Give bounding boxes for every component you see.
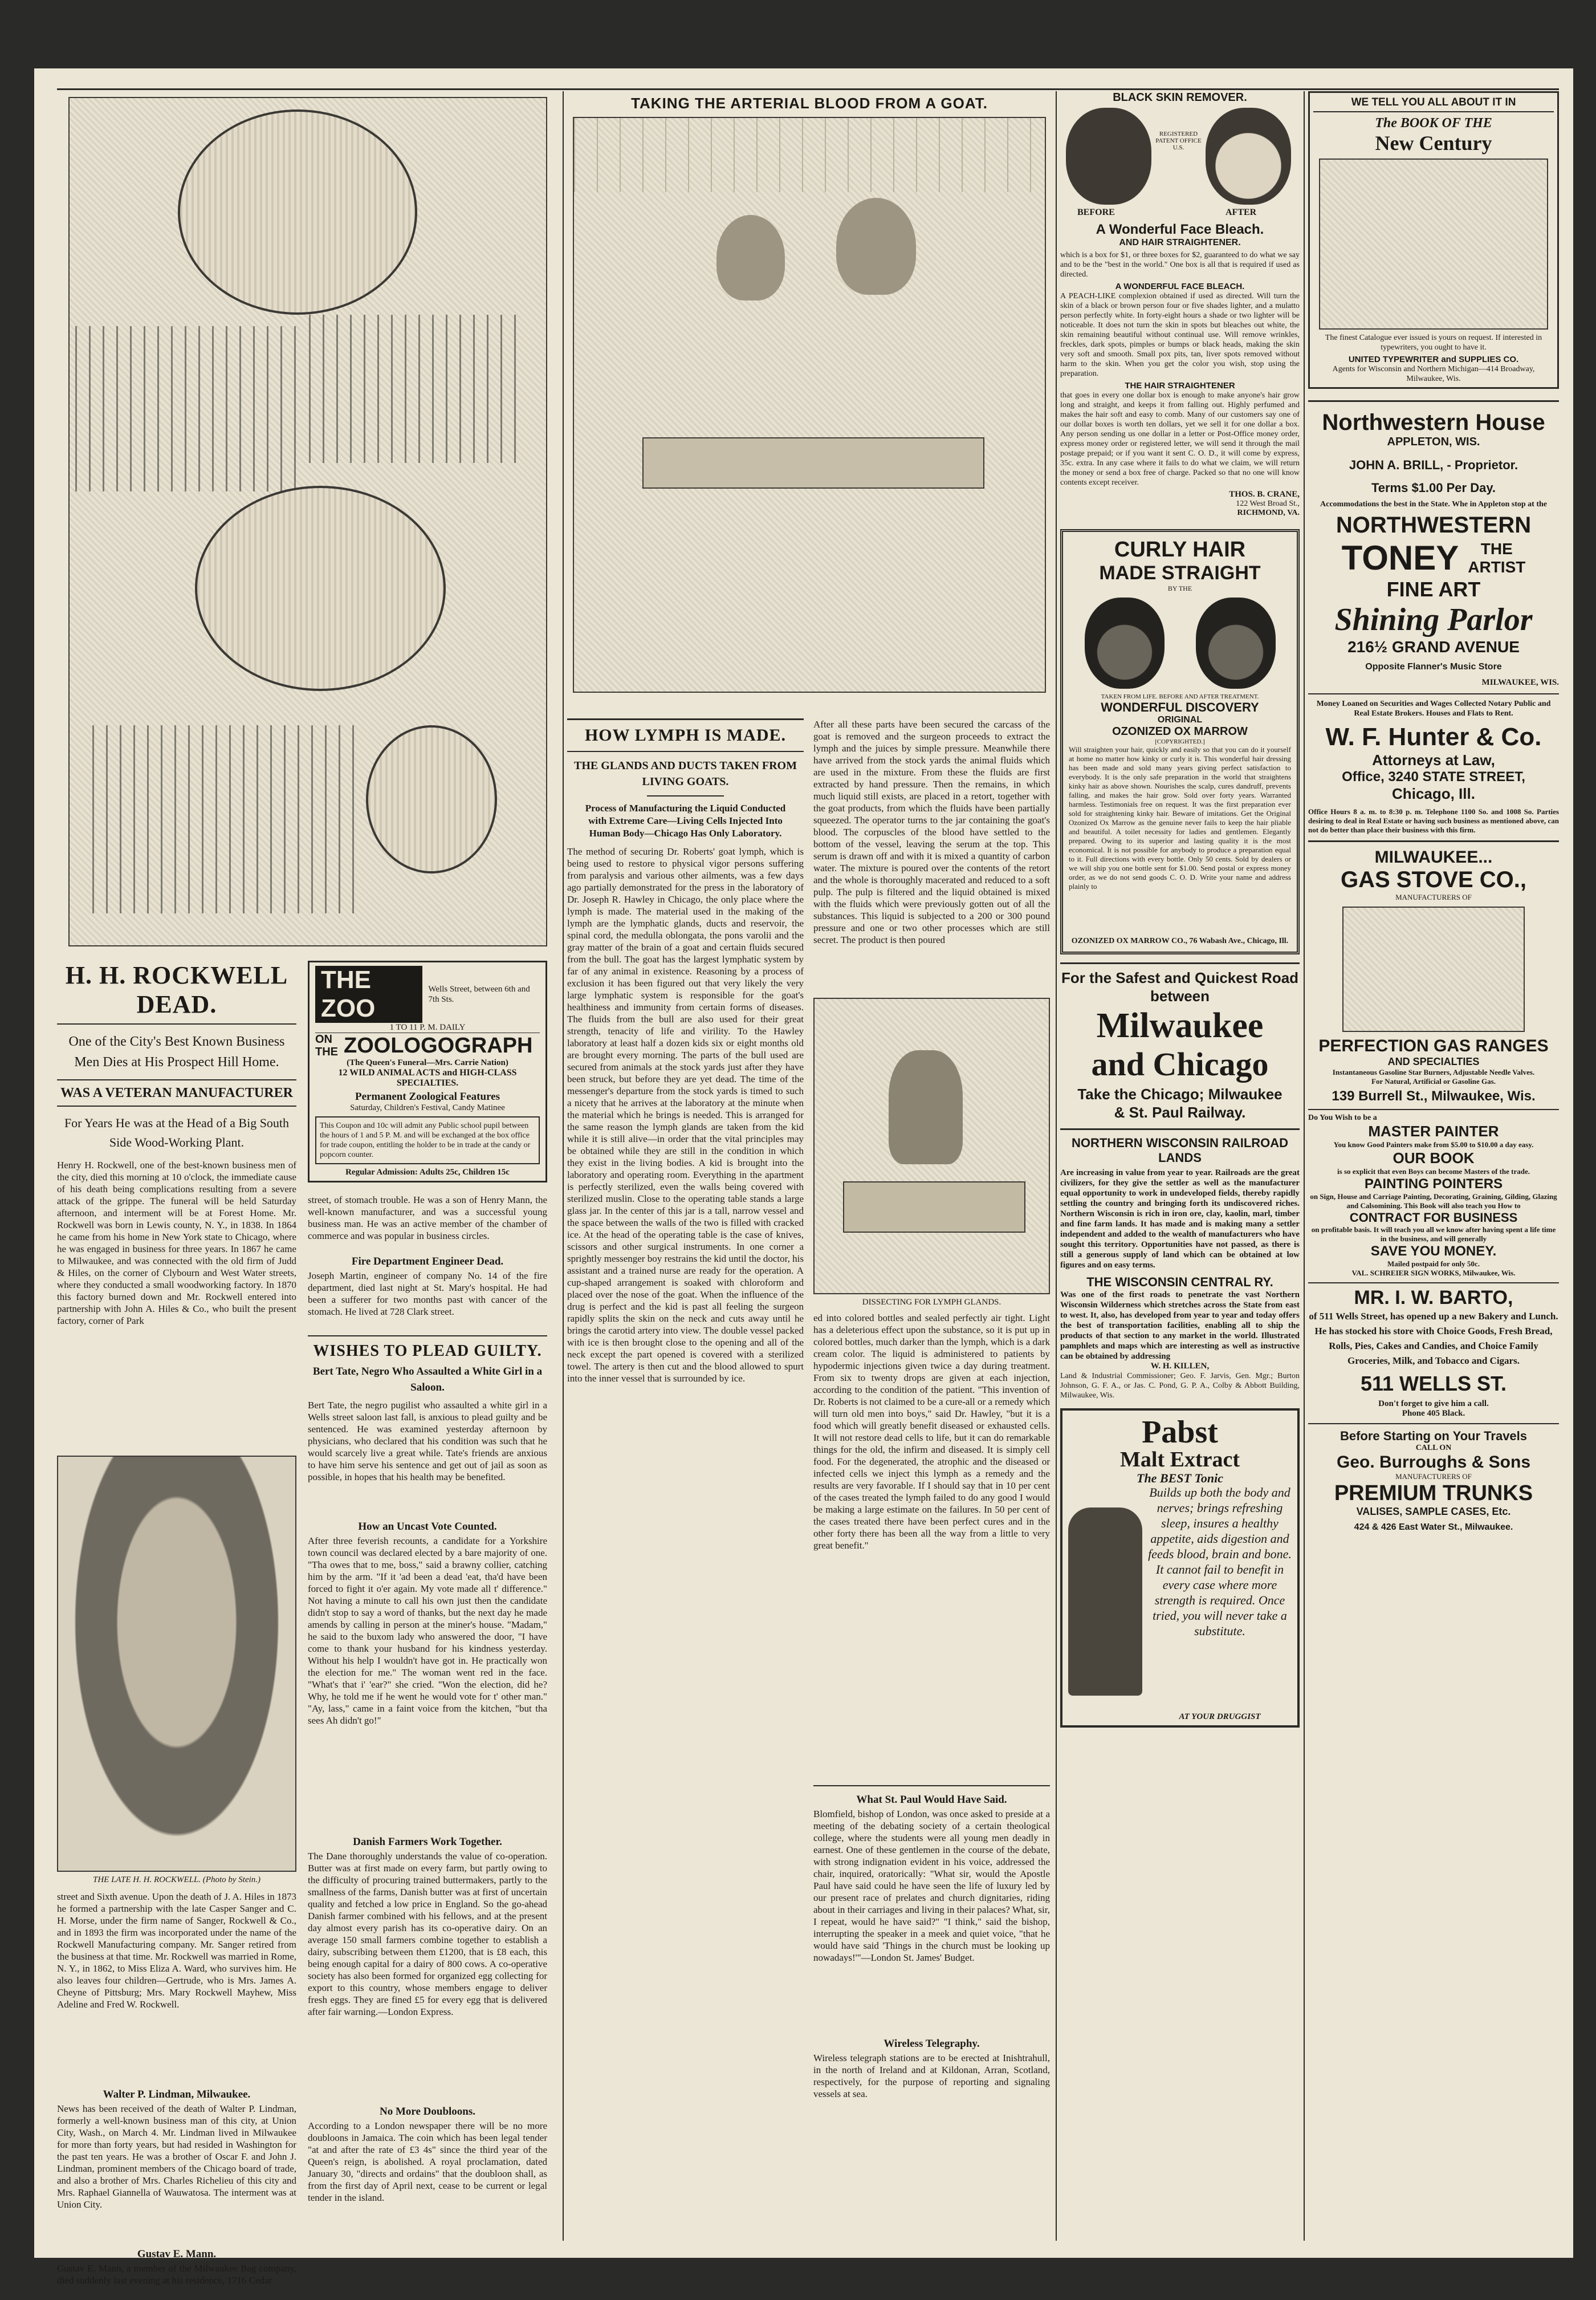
barto-address: 511 WELLS ST. <box>1360 1372 1507 1395</box>
column-rule <box>1056 91 1057 2241</box>
curly-title-1: CURLY HAIR <box>1114 538 1246 562</box>
after-label: AFTER <box>1226 208 1257 217</box>
skin-signature: THOS. B. CRANE, <box>1229 490 1300 499</box>
gas-name: GAS STOVE CO., <box>1341 867 1526 892</box>
trunk-address: 424 & 426 East Water St., Milwaukee. <box>1354 1522 1513 1532</box>
barto-body: of 511 Wells Street, has opened up a new Bakery and Lunch. He has stocked his store with Choice Goods, Fresh Bread, Rolls, Pies, Cakes and Candies, and Choice Family Groceries, Milk, and Tobacco and Cigars. <box>1309 1311 1558 1366</box>
hunter-attorneys: Attorneys at Law, <box>1372 751 1495 769</box>
shine-address: 216½ GRAND AVENUE <box>1347 638 1520 656</box>
nc-agents: Agents for Wisconsin and Northern Michigan—414 Broadway, Milwaukee, Wis. <box>1332 365 1535 383</box>
rockwell-portrait <box>57 1456 296 1872</box>
lymph-subhead: Process of Manufacturing the Liquid Conducted with Extreme Care—Living Cells Injected Into Human Body—Chicago Has Only Laboratory. <box>585 803 786 839</box>
trunks-ad <box>1308 1429 1559 1533</box>
nwh-proprietor: JOHN A. BRILL, - Proprietor. <box>1349 458 1518 472</box>
skin-registered: REGISTERED PATENT OFFICE U.S. <box>1155 131 1202 151</box>
nwh-title: Northwestern House <box>1322 410 1545 435</box>
column-4 <box>1308 91 1559 2241</box>
dissecting-illustration <box>813 998 1050 1294</box>
plead-headline: WISHES TO PLEAD GUILTY. <box>313 1342 542 1360</box>
new-century-ad <box>1308 91 1559 389</box>
lymph-article-cont <box>813 718 1050 2115</box>
shine-city: MILWAUKEE, WIS. <box>1481 678 1559 687</box>
zoo-address: Wells Street, between 6th and 7th Sts. <box>428 985 530 1004</box>
leopard-ring-vignette <box>195 486 446 691</box>
typewriter-illustration <box>1319 159 1548 330</box>
pabst-tagline: The BEST Tonic <box>1137 1471 1223 1485</box>
paul-body: Blomfield, bishop of London, was once asked to preside at a meeting of the debating society of a certain theological college, where the students were all young men deadly in earnest. One of these gentlemen in the course of the debate, with strong indignation evident in his voice, addressed the chair, inquired, oratorically: "What sir, would the Apostle Paul have said could he have seen the life of luxury led by our present race of prelates and church dignitaries, riding about in their carriages and living in their palaces? What, sir, I repeat, would he have said?" "I think," said the bishop, interrupting the speaker in a meek and quiet voice, "that he would have said 'Things in the church must be looking up nowadays!'"—London St. James' Budget. <box>813 1809 1050 1963</box>
after-portrait <box>1196 598 1276 689</box>
curly-name: OZONIZED OX MARROW <box>1112 725 1248 738</box>
trunk-before: Before Starting on Your Travels <box>1339 1429 1528 1443</box>
shine-artist: ARTIST <box>1468 558 1526 576</box>
railway-top: For the Safest and Quickest Road between <box>1061 969 1299 1005</box>
nwh-terms: Terms $1.00 Per Day. <box>1371 481 1496 495</box>
milwaukee-railway-ad <box>1060 962 1300 1130</box>
mp-want: Do You Wish to be a <box>1308 1114 1377 1122</box>
goat-illustration-title: TAKING THE ARTERIAL BLOOD FROM A GOAT. <box>631 95 988 112</box>
recount-heading: How an Uncast Vote Counted. <box>358 1521 497 1533</box>
shine-toney: TONEY <box>1341 539 1459 577</box>
mp-save: SAVE YOU MONEY. <box>1370 1244 1497 1259</box>
railway-take: Take the Chicago; Milwaukee & St. Paul Railway. <box>1077 1086 1282 1121</box>
skin-body-2: A PEACH-LIKE complexion obtained if used as directed. Will turn the skin of a black or brown person four or five shades lighter, and a mulatto person perfectly white. In forty-eight hours a shade or two lighter will be noticeable. It does not turn the skin in spots but bleaches out white, the skin remaining beautiful without continual use. Will remove wrinkles, freckles, dark spots, pimples or bumps or black heads, making the skin very soft and smooth. Small pox pits, tan, liver spots removed without harm to the skin. When you get the color you wish, stop using the preparation. <box>1060 292 1300 378</box>
newspaper-page <box>34 68 1573 2286</box>
top-rule <box>57 88 1559 90</box>
mp-mailed: Mailed postpaid for only 50c. <box>1387 1259 1480 1268</box>
nc-title: New Century <box>1375 132 1492 155</box>
rockwell-body-2: street and Sixth avenue. Upon the death of J. A. Hiles in 1873 he formed a partnership with the late Casper Sanger and C. H. Morse, under the firm name of Sanger, Rockwell & Co., and in 1893 the firm was incorporated under the name of the Rockwell Manufacturing company. Mr. Sanger retired from the business at that time. Mr. Rockwell was married in Rome, N. Y., in 1862, to Miss Eliza A. Ward, who survives him. He also leaves four children—Gertrude, who is Mrs. James A. Cheyne of Pittsburg; Mrs. Mary Rockwell Mayhew, Miss Adeline and Fred W. Rockwell. <box>57 1891 296 2010</box>
rockwell-article <box>57 961 296 2300</box>
danish-heading: Danish Farmers Work Together. <box>353 1836 502 1848</box>
barto-phone: Phone 405 Black. <box>1402 1409 1465 1418</box>
rockwell-headline: H. H. ROCKWELL DEAD. <box>57 961 296 1025</box>
pabst-malt-ad <box>1060 1408 1300 1728</box>
gas-stove-ad <box>1308 848 1559 1110</box>
zoo-hours: 1 TO 11 P. M. DAILY <box>315 1023 540 1033</box>
mann-body-cont: street, of stomach trouble. He was a son of Henry Mann, the well-known manufacturer, and was a successful young business man. He was an active member of the chamber of commerce and was popular in business circles. <box>308 1194 547 1241</box>
nwh-city: APPLETON, WIS. <box>1387 436 1480 448</box>
cage-bars <box>309 315 526 463</box>
wireless-body: Wireless telegraph stations are to be erected at Inishtrahull, in the north of Ireland and at Kildonan, Arran, Scotland, respectively, for the purpose of reporting and signaling vessels at sea. <box>813 2053 1050 2099</box>
shine-fine-art: FINE ART <box>1386 578 1481 601</box>
curly-by: BY THE <box>1167 584 1192 592</box>
hunter-ad <box>1308 699 1559 842</box>
gas-address: 139 Burrell St., Milwaukee, Wis. <box>1332 1088 1536 1104</box>
dissecting-caption: DISSECTING FOR LYMPH GLANDS. <box>862 1298 1001 1307</box>
wc-body: Was one of the first roads to penetrate the vast Northern Wisconsin Wilderness which stretches across the State from east to west. It, also, has developed from year to year and today offers the best of transportation facilities, enabling all to ship the products of that section to any market in the world. Illustrated pamphlets and maps which are interesting as well as instructive can be obtained by addressing <box>1060 1290 1300 1361</box>
hunter-money: Money Loaned on Securities and Wages Collected Notary Public and Real Estate Brokers. Houses and Flats to Rent. <box>1316 700 1551 718</box>
skin-address-2: RICHMOND, VA. <box>1237 509 1300 517</box>
curly-company: OZONIZED OX MARROW CO., 76 Wabash Ave., Chicago, Ill. <box>1071 937 1289 945</box>
lymph-body-a: The method of securing Dr. Roberts' goat lymph, which is being used to restore to physical vigor persons suffering from paralysis and various other ailments, was a few days ago partially demonstrated for the press in the laboratory of Dr. Joseph R. Hawley in Chicago, the only place where the lymph is made. The material used in the making of the lymph are the lymphatic glands, ducts and reservoir, the spinal cord, the medulla oblongata, the pons varolii and the gray matter of the brain of a goat and certain fluids secured from the bull. The goat has the largest lymphatic system by far of any animal in existence. Reasoning by a process of exclusion it has been figured out that very likely the very large lymphatic system is responsible for the goat's healthiness and immunity from certain forms of diseases. The fluids from the bull are also used for their great strength, tenacity of life and virility. To the Hawley laboratory at least half a dozen kids six or eight months old are brought every morning. The parts of the bull used are secured from animals at the stock yards just after they have been struck, but before they are yet dead. The time of the messenger's departure from the stock yards is timed to such a nicety that he arrives at the laboratory at the minute when the material which he brings is needed. This is arranged for the same reason the lymph glands are taken from the kid while it is still alive—in order that the vital principles may be obtained while they are still in the condition in which they exist in the living bodies. A kid is brought into the laboratory and operating room. Everything in the apartment is perfectly sterilized, even the walls being covered with sterilized muslin. Close to the operating table stands a large glass jar. In the center of this jar is a tall, narrow vessel and the space between the walls of the two is filled with cracked ice. At the head of the operating table is the case of knives, scissors and other surgical instruments. In one corner a sprightly messenger boy restrains the kid until the doctor, his assistant and a trained nurse are ready for the operation. A cup-shaped arrangement is soaked with chloroform and placed over the nose of the goat. When the influence of the drug is perfect and the kid is past all feeling the surgeon rapidly splits the skin on the neck and cuts away until he brings the carotid artery into view. The double vessel packed with ice is then brought close to the opening and all of the neck except the part opened is covered with a sterilized towel. The artery is then cut and the blood allowed to spurt into the inner vessel that is surrounded by ice. <box>567 846 804 1384</box>
mp-title: MASTER PAINTER <box>1368 1123 1499 1140</box>
wc-signature: W. H. KILLEN, <box>1150 1362 1210 1371</box>
plead-subhead: Bert Tate, Negro Who Assaulted a White Girl in a Saloon. <box>312 1366 543 1393</box>
curly-headline: WONDERFUL DISCOVERY <box>1101 700 1259 714</box>
pabst-druggist: AT YOUR DRUGGIST <box>1179 1712 1261 1721</box>
lymph-deck: THE GLANDS AND DUCTS TAKEN FROM LIVING GOATS. <box>574 759 797 788</box>
trunk-title: PREMIUM TRUNKS <box>1334 1481 1533 1505</box>
column-3 <box>1060 91 1300 2241</box>
curly-title-2: MADE STRAIGHT <box>1099 562 1261 584</box>
skin-address-1: 122 West Broad St., <box>1236 499 1300 508</box>
skin-faces <box>1060 108 1300 222</box>
column-2 <box>567 91 1052 2241</box>
wc-signature-2: Land & Industrial Commissioner; Geo. F. Jarvis, Gen. Mgr.; Burton Johnson, G. F. A., or Jas. C. Pond, G. P. A., Colby & Abbott Building, Milwaukee, Wis. <box>1060 1372 1300 1400</box>
column-rule <box>563 91 564 2241</box>
before-label: BEFORE <box>1077 208 1115 217</box>
doubloons-body: According to a London newspaper there will be no more doubloons in Jamaica. The coin which has been legal tender "at and after the rate of £3 4s" since the third year of the Queen's reign, is abolished. A royal proclamation, dated January 30, "directs and ordains" that the doubloon shall, as from the first day of April next, cease to be current or legal tender in the island. <box>308 2120 547 2203</box>
barto-name: MR. I. W. BARTO, <box>1354 1287 1513 1309</box>
pabst-body: Builds up both the body and nerves; brings refreshing sleep, insures a healthy appetite, aids digestion and feeds blood, brain and bone. It cannot fail to benefit in every case where more strength is required. Once tried, you will never take a substitute. <box>1148 1485 1292 1638</box>
mann-body: Gustav E. Mann, a member of the Milwaukee Bag company, died suddenly last evening at his residence, 1716 Cedar <box>57 2263 296 2286</box>
mann-heading: Gustav E. Mann. <box>137 2248 217 2260</box>
lion-ring-vignette <box>178 109 417 315</box>
mp-contract: CONTRACT FOR BUSINESS <box>1349 1210 1518 1225</box>
recount-body: After three feverish recounts, a candidate for a Yorkshire town council was declared elected by a bare majority of one. "Tha owes that to me, boss," said a brawny collier, catching him by the arm. "If it 'ad been a dead 'eat, tha'd have been forced to fight it o'er again. My vote made all t' difference." Not having a minute to call his own just then the candidate didn't stop to say a word of thanks, but the next day he made amends by calling in person at the miner's house. "Madam," he said to the buxom lady who answered the door, "I have come to thank your husband for his kindness yesterday. Without his help I wouldn't have got in. He practically won the election for me." The woman went red in the face. "What's that i' 'ear?" she cried. "Won the election, did he? Why, he told me if he went he would vote for t' other man." "Ay, lass," came in a faint voice from the kitchen, "but tha sees Ah didn't go!" <box>308 1535 547 1726</box>
skin-title: BLACK SKIN REMOVER. <box>1113 91 1247 104</box>
mp-body-2: is so explicit that even Boys can become Masters of the trade. <box>1337 1167 1530 1176</box>
shining-parlor-ad <box>1308 513 1559 694</box>
column-1 <box>57 91 559 2286</box>
plead-body: Bert Tate, the negro pugilist who assaulted a white girl in a Wells street saloon last fall, is anxious to plead guilty and be sentenced. He was examined yesterday afternoon by physicians, who declared that his condition was such that he would scarcely live a great while. Tate's friends are anxious to have him serve his sentence and get out of jail as soon as possible, in hopes that his health may be benefited. <box>308 1400 547 1482</box>
lymph-article <box>567 718 804 2197</box>
northwestern-house-ad <box>1308 400 1559 509</box>
barto-ad <box>1308 1287 1559 1424</box>
arterial-blood-illustration <box>573 117 1046 693</box>
mp-body-3: on Sign, House and Carriage Painting, Decorating, Graining, Gilding, Glazing and Calsomining. This Book will also teach you How to <box>1310 1192 1557 1210</box>
mp-book: OUR BOOK <box>1393 1149 1475 1167</box>
nwh-accommodations: Accommodations the best in the State. Whe in Appleton stop at the <box>1320 500 1547 509</box>
mp-pointers: PAINTING POINTERS <box>1364 1176 1503 1192</box>
shine-northwestern: NORTHWESTERN <box>1336 513 1532 538</box>
trunk-name: Geo. Burroughs & Sons <box>1336 1453 1531 1472</box>
engineer-body: Joseph Martin, engineer of company No. 14 of the fire department, died last night at St. Mary's hospital. He had been a sufferer for two months past with cancer of the stomach. He lived at 728 Clark street. <box>308 1270 547 1317</box>
nc-body: The finest Catalogue ever issued is yours on request. If interested in typewriters, you ought to have it. <box>1325 334 1542 352</box>
barto-forget: Don't forget to give him a call. <box>1378 1399 1489 1408</box>
skin-body-1: which is a box for $1, or three boxes for $2, guaranteed to do what we say and to be the "best in the world." One box is all that is required if used as directed. <box>1060 251 1300 279</box>
zoo-permanent: Permanent Zoological Features <box>355 1091 500 1103</box>
hunter-hours: Office Hours 8 a. m. to 8:30 p. m. Telephone 1100 So. and 1008 So. Parties desiring to deal in Real Estate or having such business as mentioned above, can not do better than place their business with this firm. <box>1308 807 1559 834</box>
rockwell-deck: One of the City's Best Known Business Men Dies at His Prospect Hill Home. <box>68 1034 285 1070</box>
cage-bars <box>75 326 303 491</box>
zoo-advertisement <box>308 961 547 1182</box>
zoo-title: THE ZOO <box>315 966 422 1023</box>
nw-lands-heading: NORTHERN WISCONSIN RAILROAD LANDS <box>1071 1136 1289 1165</box>
railway-city-2: and Chicago <box>1091 1046 1269 1083</box>
curly-hair-ad <box>1060 529 1300 954</box>
nc-top: WE TELL YOU ALL ABOUT IT IN <box>1313 96 1554 112</box>
circus-animal-illustration <box>68 97 547 946</box>
gas-specialties: AND SPECIALTIES <box>1387 1056 1480 1067</box>
wc-heading: THE WISCONSIN CENTRAL RY. <box>1086 1275 1273 1289</box>
gas-line-2: For Natural, Artificial or Gasoline Gas. <box>1371 1077 1496 1086</box>
pabst-product: Malt Extract <box>1120 1448 1240 1472</box>
trunk-manufacturers: MANUFACTURERS OF <box>1395 1472 1472 1481</box>
nc-company: UNITED TYPEWRITER and SUPPLIES CO. <box>1348 355 1519 364</box>
mp-company: VAL. SCHREIER SIGN WORKS, Milwaukee, Wis. <box>1351 1269 1516 1277</box>
hunter-name: W. F. Hunter & Co. <box>1325 723 1542 751</box>
curly-portraits <box>1069 598 1291 689</box>
railway-city-1: Milwaukee <box>1096 1006 1264 1045</box>
zoo-brand-top: ON THE <box>315 1033 338 1058</box>
skin-headline-3: THE HAIR STRAIGHTENER <box>1125 381 1235 391</box>
before-portrait <box>1085 598 1165 689</box>
pabst-brand: Pabst <box>1142 1415 1218 1450</box>
curly-body: Will straighten your hair, quickly and easily so that you can do it yourself at home no matter how kinky or curly it is. This wonderful hair dressing has been made and sold many years giving perfect satisfaction to everybody. It is the only safe preparation in the world that straightens kinky hair as above shown. Nourishes the scalp, cures dandruff, prevents falling, and makes the hair grow. Sold over forty years. Warranted harmless. Testimonials free on request. It was the first preparation ever sold for straightening kinky hair. Beware of imitations. Get the Original Ozonized Ox Marrow as the genuine never fails to keep the hair pliable and beautiful. A toilet necessity for ladies and gentlemen. Elegantly prepared. Owing to its superior and lasting quality it is the most economical. It is not possible for anybody to produce a preparation equal to it. Full directions with every bottle. Only 50 cents. Sold by dealers or we will ship you one bottle sent for $1.00. Send postal or express money order, as we do not send goods C. O. D. Write your name and address plainly to <box>1069 745 1291 891</box>
trunk-valises: VALISES, SAMPLE CASES, Etc. <box>1356 1506 1511 1517</box>
master-painter-ad <box>1308 1114 1559 1283</box>
rockwell-body: Henry H. Rockwell, one of the best-known business men of the city, died this morning at 10 o'clock, the immediate cause of his death being complications resulting from a severe attack of the grippe. The funeral will be held Saturday afternoon, and interment will be at Forest Home. Mr. Rockwell was born in Lewis county, N. Y., in 1838. In 1864 he came from his home in New York state to Chicago, where he was engaged in business for three years. In 1867 he came to Milwaukee, and was connected with the old firm of Judd & Hiles, on the corner of Clybourn and West Water streets, where they conducted a small woodworking factory. In 1870 this factory burned down and Mr. Rockwell entered into partnership with John A. Hiles & Co., who built the present factory, corner of Park <box>57 1160 296 1326</box>
gas-perfection: PERFECTION GAS RANGES <box>1318 1037 1549 1055</box>
gas-manufacturers: MANUFACTURERS OF <box>1395 893 1472 901</box>
skin-body-3: that goes in every one dollar box is enough to make anyone's hair grow long and straight, and keeps it from falling out. Highly perfumed and makes the hair soft and easy to comb. Many of our customers say one of our dollar boxes is worth ten dollars, yet we sell it for one dollar a box. Any person sending us one dollar in a letter or Post-Office money order, express money order or registered letter, we will send it through the mail postage prepaid; or if you want it sent C. O. D., it will come by express, 35c. extra. In any case where it fails to do what we claim, we will return the money or send a box free of charge. Packed so that no one will know contents except receiver. <box>1060 391 1300 487</box>
lymph-body-c: ed into colored bottles and sealed perfectly air tight. Light has a deleterious effect upon the substance, so it is put up in colored bottles, much darker than the lymph, which is a dark cream color. The liquid is administered to patients by hypodermic injections given twice a day during treatment. From six to twenty drops are given at each injection, according to the condition of the patient. "This invention of Dr. Roberts is not claimed to be a cure-all or a remedy which will turn old men into boys," said Dr. Hawley, "but it is a food which will greatly benefit diseased or exhausted cells. It will not restore dead cells to life, but it can do remarkable things for the old, the infirm and diseased. It is simply cell food. For the degenerated, the atrophic and the diseased or infected cells we inject this lymph as a remedy and the results are very favorable. If I should say that in 10 per cent of the cases treated the lymph failed to do any good I would be making a large estimate on the failures. In 50 per cent of the cases treated there have been perfect cures and in the other forty there has been all the way from a little to very great benefit." <box>813 1312 1050 1551</box>
rockwell-deck-3: For Years He was at the Head of a Big South Side Wood-Working Plant. <box>64 1116 290 1149</box>
zoo-festival: Saturday, Children's Festival, Candy Matinee <box>350 1103 505 1112</box>
lymph-headline: HOW LYMPH IS MADE. <box>567 718 804 745</box>
curly-original: ORIGINAL <box>1157 715 1203 725</box>
railroad-lands-ad <box>1060 1136 1300 1400</box>
lymph-body-b: After all these parts have been secured the carcass of the goat is removed and the surgeon proceeds to extract the lymph and the juices by simple pressure. Meanwhile there have arrived from the stock yards the animal fluids which are used in the mixture. From these the fluids are first extracted by hand pressure. Then the remains, in which much liquid still exists, are placed in a retort, together with the goat products, from which the fluids have been partially squeezed. The operator turns to the jar containing the goat's blood. The corpuscles of the blood have settled to the bottom of the vessel, leaving the serum at the top. This serum is drawn off and with it is mixed a quantity of carbon water. The mixture is poured over the contents of the retort and the whole is thoroughly macerated and reduced to a soft pulp. The pulp is filtered and the liquid obtained is mixed with the fluids which were previously gotten out of all the substances. This liquid is subjected to a 200 or 300 pound pressure and one or two other processes which are still secret. The product is then poured <box>813 719 1050 945</box>
zoo-brand: ZOOLOGOGRAPH <box>344 1033 533 1058</box>
mp-body-1: You know Good Painters make from $5.00 to $10.00 a day easy. <box>1333 1140 1534 1149</box>
gas-top: MILWAUKEE... <box>1374 848 1493 867</box>
skin-headline-2: A WONDERFUL FACE BLEACH. <box>1115 282 1245 291</box>
shine-the: THE <box>1480 539 1513 558</box>
col1-right-subcolumn <box>308 961 547 2228</box>
skin-subhead: AND HAIR STRAIGHTENER. <box>1119 238 1241 247</box>
danish-body: The Dane thoroughly understands the value of co-operation. Butter was at first made on every farm, but partly owing to the difficulty of procuring trained buttermakers, partly to the smallness of the farms, Danish butter was at first of uncertain quality and fetched a low price in England. So the go-ahead Danish farmer combined with his fellows, and at the present day almost every parish has its co-operative dairy. On an average 150 small farmers combine together to establish a dairy, subscribing between them £1200, that is £8 each, this being enough capital for a dairy of 800 cows. A co-operative society has also been formed for organized egg collecting for export to this country, whose members engage to deliver fresh eggs. They are fined £5 for every egg that is delivered after fair warning.—London Express. <box>308 1851 547 2017</box>
nc-book: The BOOK OF THE <box>1375 116 1492 131</box>
before-face <box>1066 108 1151 205</box>
lindman-body: News has been received of the death of Walter P. Lindman, formerly a well-known business man of this city, at Union City, Wash., on March 4. Mr. Lindman lived in Milwaukee for more than forty years, but had resided in Washington for the past ten years. He was a brother of Oscar F. and John J. Lindman, prominent members of the Chicago board of trade, and also a brother of Mrs. Charles Richelieu of this city and Mrs. Raphael Giannella of Wauwatosa. The interment was at Union City. <box>57 2103 296 2210</box>
gas-line-1: Instantaneous Gasoline Star Burners, Adjustable Needle Valves. <box>1332 1068 1535 1076</box>
gas-range-illustration <box>1342 907 1525 1032</box>
curly-caption: TAKEN FROM LIFE. BEFORE AND AFTER TREATMENT. <box>1101 693 1259 700</box>
doubloons-heading: No More Doubloons. <box>379 2106 476 2118</box>
paul-heading: What St. Paul Would Have Said. <box>856 1794 1007 1806</box>
zoo-admission: Regular Admission: Adults 25c, Children 15c <box>345 1168 510 1177</box>
elephant-vignette <box>366 725 497 873</box>
skin-headline: A Wonderful Face Bleach. <box>1096 222 1264 237</box>
hunter-city: Chicago, Ill. <box>1392 785 1475 802</box>
portrait-caption: THE LATE H. H. ROCKWELL. (Photo by Stein.) <box>92 1875 261 1884</box>
shine-parlor: Shining Parlor <box>1334 602 1533 637</box>
malt-bottle <box>1068 1507 1142 1696</box>
wireless-heading: Wireless Telegraphy. <box>883 2038 980 2050</box>
zoo-coupon: This Coupon and 10c will admit any Public school pupil between the hours of 1 and 5 P. M. and will be exchanged at the box office for trade coupon, entitling the holder to be in trade at the candy or popcorn counter. <box>315 1116 540 1164</box>
hunter-office: Office, 3240 STATE STREET, <box>1342 769 1525 785</box>
rockwell-deck-2: WAS A VETERAN MANUFACTURER <box>57 1079 296 1107</box>
mp-body-4: on profitable basis. It will teach you all we know after having spent a life time in the business, and will generally <box>1311 1225 1556 1243</box>
lindman-heading: Walter P. Lindman, Milwaukee. <box>103 2088 251 2100</box>
trunk-call: CALL ON <box>1415 1444 1452 1452</box>
lion-cage-bars <box>92 725 355 913</box>
engineer-heading: Fire Department Engineer Dead. <box>351 1255 504 1267</box>
zoo-animals: 12 WILD ANIMAL ACTS and HIGH-CLASS SPECIALTIES. <box>338 1068 517 1088</box>
column-rule <box>1304 91 1305 2241</box>
curly-copyright: [COPYRIGHTED.] <box>1155 738 1205 745</box>
after-face <box>1206 108 1291 205</box>
shine-opposite: Opposite Flanner's Music Store <box>1365 662 1502 672</box>
nw-lands-body: Are increasing in value from year to year. Railroads are the great civilizers, for they give the settler as well as the manufacturer equal opportunity to work in undeveloped fields, thereby rapidly settling the country and bringing forth its undiscovered riches. Northern Wisconsin is rich in iron ore, clay, kaolin, marl, timber and fine farm lands. It has made and is making many a settler independent and added to the wealth of manufacturers who have sought this territory. Opportunities have not passed, as there is still a generous supply of land which can be obtained at low figures and on easy terms. <box>1060 1168 1300 1270</box>
zoo-tagline: (The Queen's Funeral—Mrs. Carrie Nation) <box>347 1058 508 1067</box>
skin-remover-ad <box>1060 91 1300 518</box>
